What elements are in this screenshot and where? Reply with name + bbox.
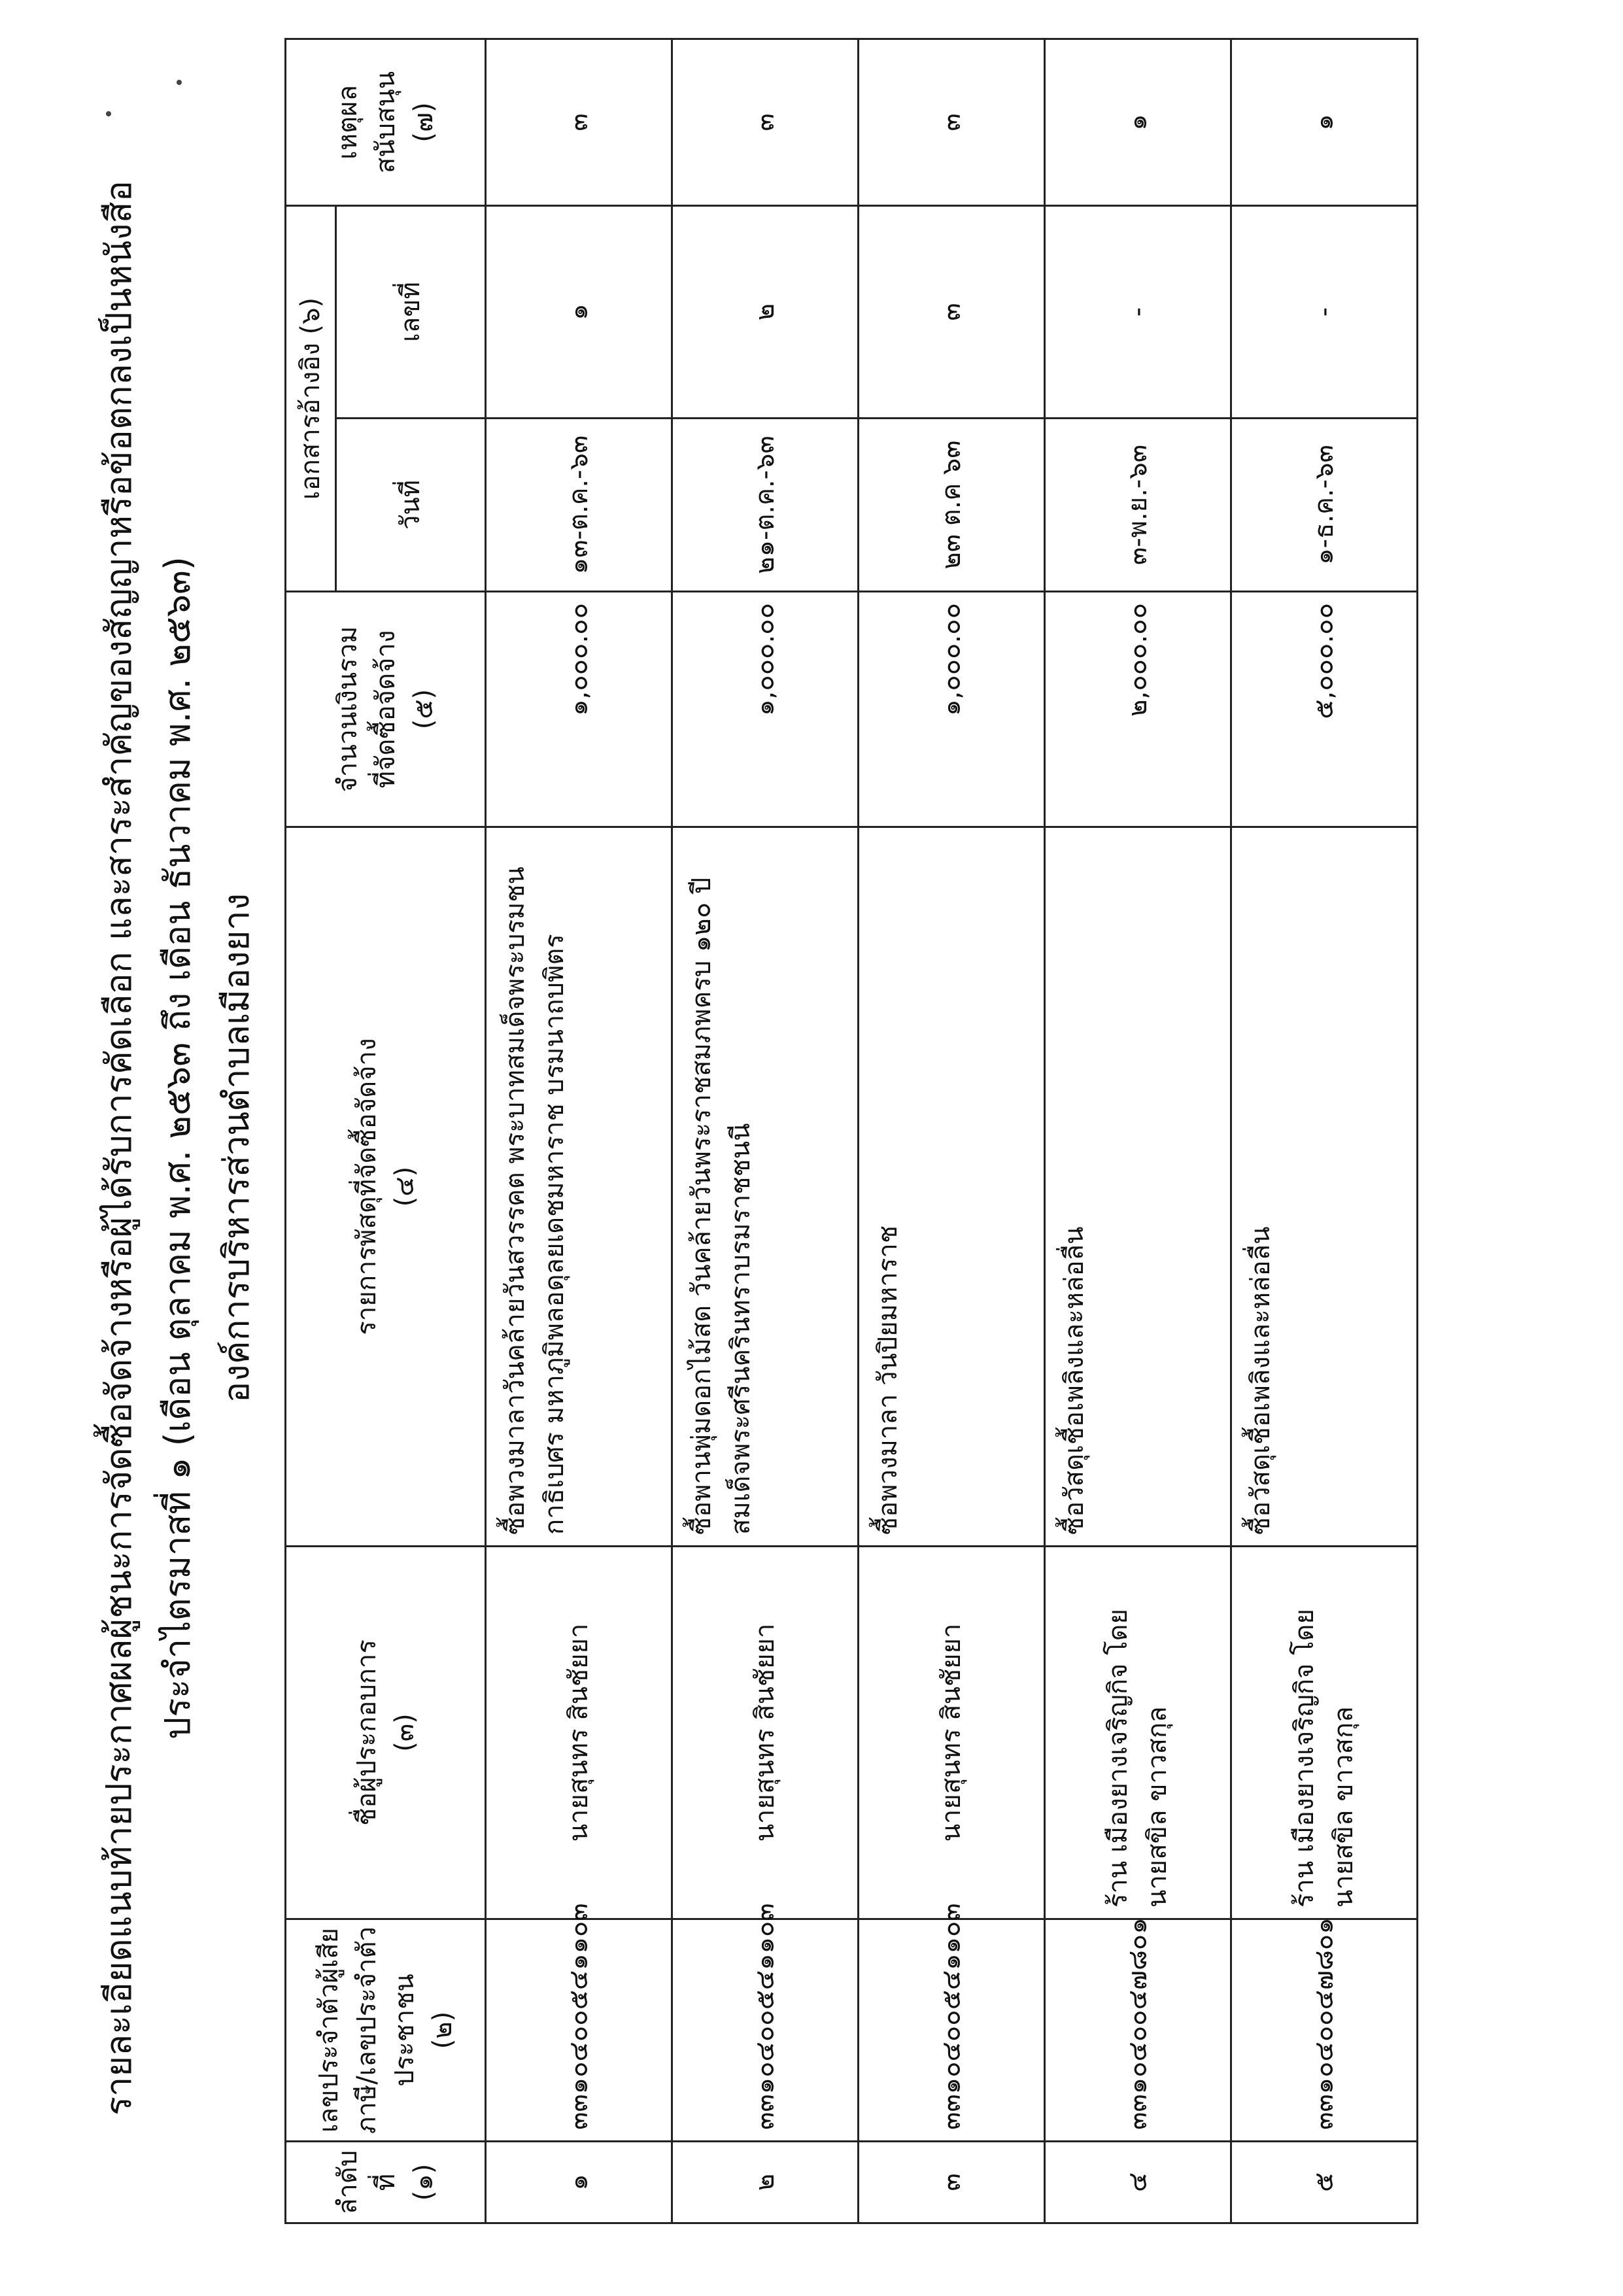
cell-vendor: นายสุนทร สินชัยยา — [486, 1547, 672, 1919]
cell-docno: ๓ — [859, 205, 1045, 418]
cell-vendor: ร้าน เมืองยางเจริญกิจ โดย นายสขิล ขาวสกุล — [1045, 1547, 1231, 1919]
document-organization: องค์การบริหารส่วนตำบลเมืองยาง — [216, 893, 257, 1403]
cell-seq: ๒ — [672, 2142, 859, 2223]
cell-amount: ๑,๐๐๐.๐๐ — [672, 592, 859, 827]
cell-items: ซื้อพวงมาลา วันปิยมหาราช — [859, 827, 1045, 1547]
cell-docno: - — [1045, 205, 1231, 418]
procurement-table — [284, 38, 1418, 2224]
document-title: รายละเอียดแนบท้ายประกาศผลผู้ชนะการจัดซื้อจัดจ้างหรือผู้ได้รับการคัดเลือก และสาระสำคัญของสัญญาหรือข้อตกลงเป็นหนังสือ — [98, 180, 139, 2116]
cell-date: ๓-พ.ย.-๖๓ — [1045, 419, 1231, 592]
cell-seq: ๔ — [1045, 2142, 1231, 2223]
cell-docno: ๒ — [672, 205, 859, 418]
document-period: ประจำไตรมาสที่ ๑ (เดือน ตุลาคม พ.ศ. ๒๕๖๓ ถึง เดือน ธันวาคม พ.ศ. ๒๕๖๓) — [157, 557, 198, 1739]
cell-taxid: ๓๓๑๐๔๐๐๕๔๑๑๐๓ — [859, 1919, 1045, 2142]
table-row — [672, 39, 859, 2223]
cell-amount: ๑,๐๐๐.๐๐ — [486, 592, 672, 827]
cell-amount: ๑,๐๐๐.๐๐ — [859, 592, 1045, 827]
cell-reason: ๑ — [1045, 39, 1231, 205]
cell-reason: ๓ — [859, 39, 1045, 205]
cell-amount: ๕,๐๐๐.๐๐ — [1231, 592, 1418, 827]
header-taxid: เลขประจำตัวผู้เสีย ภาษี/เลขประจำตัว ประชาชน (๒) — [286, 1919, 486, 2142]
header-items: รายการพัสดุที่จัดซื้อจัดจ้าง (๔) — [286, 827, 486, 1547]
cell-vendor: ร้าน เมืองยางเจริญกิจ โดย นายสขิล ขาวสกุล — [1231, 1547, 1418, 1919]
header-vendor: ชื่อผู้ประกอบการ (๓) — [286, 1547, 486, 1919]
cell-seq: ๑ — [486, 2142, 672, 2223]
cell-items: ซื้อวัสดุเชื้อเพลิงและหล่อลื่น — [1045, 827, 1231, 1547]
scan-speck — [177, 80, 182, 85]
cell-docno: - — [1231, 205, 1418, 418]
cell-seq: ๕ — [1231, 2142, 1418, 2223]
header-docref: เอกสารอ้างอิง (๖) — [286, 205, 336, 591]
cell-reason: ๓ — [486, 39, 672, 205]
header-date: วันที่ — [336, 419, 486, 592]
scan-speck — [106, 111, 111, 116]
cell-taxid: ๓๓๑๐๔๐๐๔๗๘๐๑ — [1045, 1919, 1231, 2142]
cell-date: ๒๑-ต.ค.-๖๓ — [672, 419, 859, 592]
cell-date: ๒๓ ต.ค ๖๓ — [859, 419, 1045, 592]
header-seq: ลำดับที่ (๑) — [286, 2142, 486, 2223]
cell-amount: ๒,๐๐๐.๐๐ — [1045, 592, 1231, 827]
cell-items: ซื้อพานพุ่มดอกไม้สด วันคล้ายวันพระราชสมภพครบ ๑๒๐ ปี สมเด็จพระศรีนครินทราบรมราชชนนี — [672, 827, 859, 1547]
cell-taxid: ๓๓๑๐๔๐๐๕๔๑๑๐๓ — [486, 1919, 672, 2142]
cell-taxid: ๓๓๑๐๔๐๐๔๗๘๐๑ — [1231, 1919, 1418, 2142]
cell-date: ๑-ธ.ค.-๖๓ — [1231, 419, 1418, 592]
table-row — [1231, 39, 1418, 2223]
header-amount: จำนวนเงินรวม ที่จัดซื้อจัดจ้าง (๕) — [286, 592, 486, 827]
cell-items: ซื้อวัสดุเชื้อเพลิงและหล่อลื่น — [1231, 827, 1418, 1547]
cell-seq: ๓ — [859, 2142, 1045, 2223]
header-row-1 — [286, 39, 336, 2223]
cell-reason: ๑ — [1231, 39, 1418, 205]
table-row — [1045, 39, 1231, 2223]
table-row — [486, 39, 672, 2223]
cell-vendor: นายสุนทร สินชัยยา — [672, 1547, 859, 1919]
header-reason: เหตุผล สนับสนุน (๗) — [286, 39, 486, 205]
header-docno: เลขที่ — [336, 205, 486, 418]
cell-items: ซื้อพวงมาลาวันคล้ายวันสวรรคต พระบาทสมเด็จพระบรมชนกาธิเบศร มหาภูมิพลอดุลยเดชมหาราช บรมนาถบพิตร — [486, 827, 672, 1547]
cell-vendor: นายสุนทร สินชัยยา — [859, 1547, 1045, 1919]
table-row — [859, 39, 1045, 2223]
cell-taxid: ๓๓๑๐๔๐๐๕๔๑๑๐๓ — [672, 1919, 859, 2142]
cell-reason: ๓ — [672, 39, 859, 205]
cell-date: ๑๓-ต.ค.-๖๓ — [486, 419, 672, 592]
cell-docno: ๑ — [486, 205, 672, 418]
